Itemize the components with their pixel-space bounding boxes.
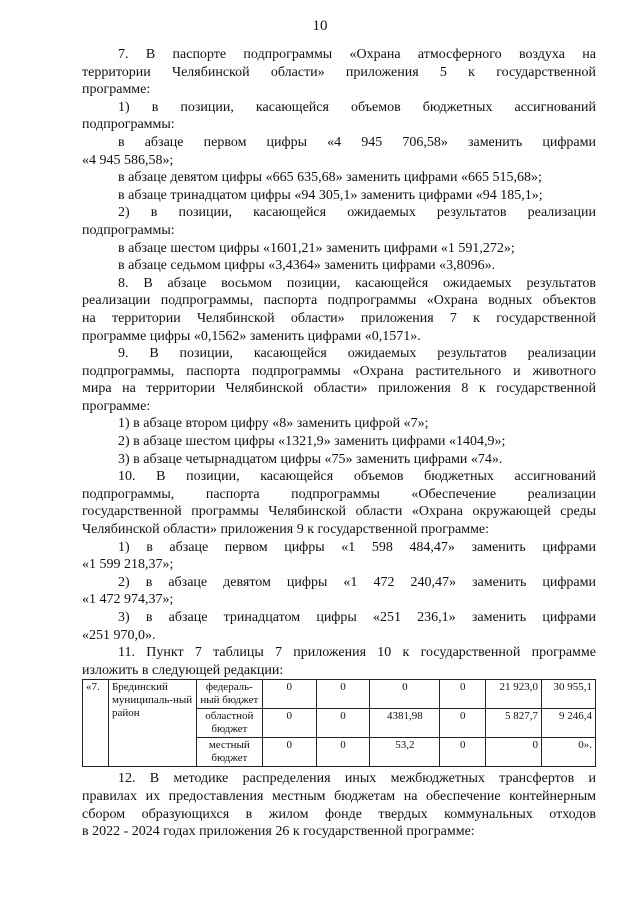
text-line: на территории Челябинской области» приложения 7 к государственной	[82, 310, 596, 326]
budget-table	[82, 679, 596, 767]
table-cell: 9 246,4	[542, 709, 596, 738]
table-budget-type: местный бюджет	[196, 738, 262, 767]
table-cell: 5 827,7	[486, 709, 542, 738]
text-line: в абзаце девятом цифры «665 635,68» заменить цифрами «665 515,68»;	[118, 170, 542, 186]
text-line: территории Челябинской области» приложения 5 к государственной	[82, 64, 596, 80]
text-line: сбором образующихся в жилом фонде твердых коммунальных отходов	[82, 806, 596, 822]
text-line: 1) в абзаце втором цифру «8» заменить цифрой «7»;	[118, 416, 429, 432]
text-line: 3) в абзаце тринадцатом цифры «251 236,1» заменить цифрами	[118, 610, 596, 625]
text-line: в 2022 - 2024 годах приложения 26 к государственной программе:	[82, 824, 475, 840]
table-cell: 21 923,0	[486, 680, 542, 709]
table-cell: 0	[440, 738, 486, 767]
text-line: 2) в позиции, касающейся ожидаемых результатов реализации	[118, 205, 596, 221]
text-line: 1) в абзаце первом цифры «1 598 484,47» заменить цифрами	[118, 539, 596, 555]
table-cell: 0	[316, 709, 370, 738]
text-line: «1 599 218,37»;	[82, 557, 174, 573]
text-line: в абзаце первом цифры «4 945 706,58» заменить цифрами	[118, 134, 596, 150]
text-line: подпрограммы:	[82, 222, 175, 238]
methodology-paragraph	[82, 770, 596, 840]
document-body	[82, 46, 596, 841]
text-line: изложить в следующей редакции:	[82, 662, 284, 678]
table-cell: 4381,98	[370, 709, 440, 738]
text-line: 11. Пункт 7 таблицы 7 приложения 10 к государственной программе	[118, 645, 596, 661]
table-cell: 0».	[542, 738, 596, 767]
text-line: 2) в абзаце девятом цифры «1 472 240,47» заменить цифрами	[118, 574, 596, 590]
table-budget-type: федераль-ный бюджет	[196, 680, 262, 709]
table-item-number: «7.	[83, 680, 109, 767]
table-municipality: Брединский муниципаль-ный район	[108, 680, 196, 767]
table-cell: 0	[370, 680, 440, 709]
text-line: подпрограммы:	[82, 117, 175, 133]
text-line: программе цифры «0,1562» заменить цифрами «0,1571».	[82, 328, 421, 344]
table-cell: 0	[440, 709, 486, 738]
text-line: Челябинской области» приложения 9 к государственной программе:	[82, 522, 490, 538]
table-budget-type: областной бюджет	[196, 709, 262, 738]
text-line: 8. В абзаце восьмом позиции, касающейся ожидаемых результатов	[118, 275, 596, 291]
text-line: реализации подпрограммы, паспорта подпрограммы «Охрана водных объектов	[82, 293, 596, 309]
table-cell: 30 955,1	[542, 680, 596, 709]
table-cell: 0	[262, 738, 316, 767]
table-row	[83, 680, 596, 709]
text-line: программе:	[82, 82, 151, 98]
amendment-paragraphs	[82, 46, 596, 679]
table-cell: 53,2	[370, 738, 440, 767]
text-line: 3) в абзаце четырнадцатом цифры «75» заменить цифрами «74».	[118, 451, 503, 467]
text-line: государственной программы Челябинской области «Охрана окружающей среды	[82, 504, 596, 520]
text-line: 9. В позиции, касающейся ожидаемых результатов реализации	[118, 346, 596, 362]
text-line: 10. В позиции, касающейся объемов бюджетных ассигнований	[118, 469, 596, 485]
text-line: 12. В методике распределения иных межбюджетных трансфертов и	[118, 771, 596, 787]
text-line: в абзаце седьмом цифры «3,4364» заменить цифрами «3,8096».	[118, 258, 496, 274]
text-line: «4 945 586,58»;	[82, 152, 174, 168]
text-line: в абзаце тринадцатом цифры «94 305,1» заменить цифрами «94 185,1»;	[118, 187, 543, 203]
table-cell: 0	[316, 680, 370, 709]
text-line: в абзаце шестом цифры «1601,21» заменить цифрами «1 591,272»;	[118, 240, 515, 256]
text-line: подпрограммы, паспорта подпрограммы «Охрана растительного и животного	[82, 363, 596, 379]
text-line: 7. В паспорте подпрограммы «Охрана атмосферного воздуха на	[118, 47, 596, 62]
table-cell: 0	[486, 738, 542, 767]
text-line: мира на территории Челябинской области» приложения 8 к государственной	[82, 381, 596, 397]
text-line: 2) в абзаце шестом цифры «1321,9» заменить цифрами «1404,9»;	[118, 434, 506, 450]
table-cell: 0	[262, 709, 316, 738]
text-line: 1) в позиции, касающейся объемов бюджетных ассигнований	[118, 99, 596, 115]
text-line: «1 472 974,37»;	[82, 592, 174, 608]
text-line: «251 970,0».	[82, 627, 156, 643]
text-line: программе:	[82, 398, 151, 414]
text-line: подпрограммы, паспорта подпрограммы «Обеспечение реализации	[82, 486, 596, 502]
table-cell: 0	[262, 680, 316, 709]
table-cell: 0	[316, 738, 370, 767]
text-line: правилах их предоставления местным бюджетам на обеспечение контейнерным	[82, 788, 596, 804]
page-number: 10	[312, 18, 328, 34]
table-cell: 0	[440, 680, 486, 709]
